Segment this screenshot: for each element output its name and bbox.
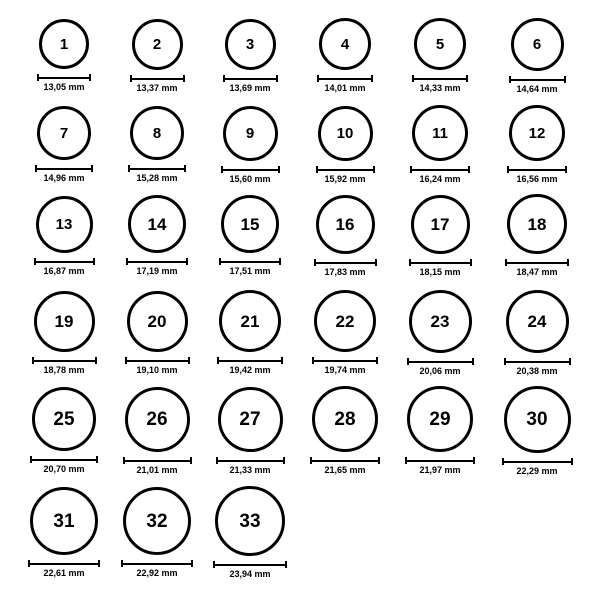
- dimension-tick-left-icon: [126, 258, 128, 265]
- ring-size-label: 27: [239, 408, 261, 430]
- dimension-label: 21,33 mm: [229, 464, 271, 475]
- ring-size-label: 23: [430, 311, 450, 331]
- ring-size-label: 11: [432, 124, 448, 142]
- ring-circle: [221, 195, 279, 253]
- ring-size-cell: [19, 387, 109, 474]
- dimension-tick-right-icon: [371, 75, 373, 82]
- dimension-tick-right-icon: [468, 166, 470, 173]
- dimension-label: 16,56 mm: [516, 174, 558, 184]
- ring-dimension: [502, 458, 573, 476]
- dimension-bar-icon: [30, 456, 98, 463]
- dimension-bar-icon: [121, 560, 193, 567]
- dimension-tick-left-icon: [216, 457, 218, 464]
- ring-dimension: [125, 357, 190, 375]
- ring-size-cell: [395, 290, 485, 376]
- ring-size-cell: [112, 387, 202, 475]
- ring-size-label: 31: [53, 510, 75, 532]
- dimension-bar-icon: [28, 560, 100, 567]
- ring-dimension: [314, 259, 377, 277]
- ring-size-label: 9: [245, 124, 255, 142]
- ring-size-cell: [395, 386, 485, 475]
- dimension-label: 18,15 mm: [419, 266, 461, 277]
- dimension-tick-left-icon: [314, 259, 316, 266]
- dimension-tick-left-icon: [504, 358, 506, 365]
- dimension-label: 14,96 mm: [43, 173, 85, 183]
- dimension-tick-right-icon: [186, 258, 188, 265]
- ring-dimension: [121, 560, 193, 578]
- dimension-label: 22,92 mm: [136, 568, 178, 578]
- dimension-label: 15,92 mm: [324, 173, 366, 184]
- dimension-label: 18,78 mm: [43, 364, 85, 375]
- ring-size-label: 32: [146, 510, 168, 532]
- ring-circle: [316, 195, 375, 254]
- dimension-bar-icon: [216, 457, 285, 464]
- ring-circle: [506, 290, 569, 353]
- dimension-label: 13,69 mm: [229, 82, 271, 93]
- dimension-label: 22,29 mm: [516, 465, 558, 476]
- ring-dimension: [30, 456, 98, 474]
- dimension-bar-icon: [37, 74, 91, 81]
- ring-circle: [30, 487, 98, 555]
- dimension-label: 20,38 mm: [516, 365, 558, 376]
- ring-size-label: 3: [245, 35, 255, 53]
- dimension-tick-right-icon: [466, 75, 468, 82]
- dimension-tick-left-icon: [37, 74, 39, 81]
- ring-dimension: [130, 75, 185, 93]
- ring-size-label: 28: [334, 408, 356, 430]
- ring-dimension: [123, 457, 192, 475]
- ring-circle: [34, 291, 95, 352]
- dimension-label: 20,06 mm: [419, 365, 461, 376]
- dimension-tick-left-icon: [130, 75, 132, 82]
- ring-circle: [130, 106, 184, 160]
- ring-circle: [314, 290, 376, 352]
- dimension-tick-right-icon: [96, 456, 98, 463]
- dimension-bar-icon: [405, 457, 475, 464]
- ring-size-cell: [19, 106, 109, 183]
- ring-circle: [507, 194, 567, 254]
- dimension-tick-right-icon: [569, 358, 571, 365]
- ring-circle: [312, 386, 378, 452]
- ring-size-cell: [205, 486, 295, 579]
- dimension-label: 13,37 mm: [136, 82, 178, 93]
- dimension-tick-right-icon: [188, 357, 190, 364]
- ring-dimension: [312, 357, 378, 375]
- dimension-bar-icon: [502, 458, 573, 465]
- dimension-tick-left-icon: [28, 560, 30, 567]
- dimension-tick-left-icon: [409, 259, 411, 266]
- dimension-tick-left-icon: [405, 457, 407, 464]
- dimension-bar-icon: [125, 357, 190, 364]
- ring-dimension: [407, 358, 474, 376]
- dimension-label: 15,60 mm: [229, 173, 271, 184]
- ring-size-cell: [300, 195, 390, 277]
- dimension-bar-icon: [316, 166, 375, 173]
- ring-dimension: [34, 258, 95, 276]
- ring-dimension: [509, 76, 566, 94]
- dimension-label: 19,42 mm: [229, 365, 271, 375]
- dimension-bar-icon: [34, 258, 95, 265]
- ring-circle: [414, 18, 466, 70]
- dimension-bar-icon: [35, 165, 93, 172]
- ring-dimension: [28, 560, 100, 578]
- dimension-tick-right-icon: [283, 457, 285, 464]
- dimension-tick-left-icon: [32, 357, 34, 364]
- dimension-bar-icon: [412, 75, 468, 82]
- ring-size-cell: [205, 387, 295, 475]
- dimension-tick-left-icon: [121, 560, 123, 567]
- dimension-label: 14,64 mm: [516, 83, 558, 94]
- ring-dimension: [37, 74, 91, 92]
- ring-dimension: [221, 166, 280, 184]
- ring-size-label: 25: [53, 408, 75, 430]
- ring-size-cell: [112, 195, 202, 276]
- ring-size-cell: [19, 19, 109, 92]
- ring-size-cell: [395, 195, 485, 277]
- dimension-label: 13,05 mm: [43, 82, 85, 92]
- dimension-bar-icon: [213, 561, 287, 568]
- ring-dimension: [317, 75, 373, 93]
- dimension-tick-right-icon: [564, 76, 566, 83]
- ring-size-cell: [19, 487, 109, 578]
- ring-dimension: [310, 457, 380, 475]
- dimension-label: 17,51 mm: [229, 266, 271, 276]
- ring-circle: [127, 291, 188, 352]
- dimension-tick-left-icon: [407, 358, 409, 365]
- dimension-bar-icon: [507, 166, 567, 173]
- dimension-bar-icon: [219, 258, 281, 265]
- dimension-tick-left-icon: [316, 166, 318, 173]
- dimension-tick-right-icon: [190, 457, 192, 464]
- ring-size-label: 15: [240, 214, 260, 234]
- ring-size-label: 20: [147, 311, 167, 331]
- dimension-tick-left-icon: [502, 458, 504, 465]
- ring-size-label: 16: [335, 214, 355, 234]
- dimension-tick-left-icon: [128, 165, 130, 172]
- dimension-bar-icon: [128, 165, 186, 172]
- ring-dimension: [316, 166, 375, 184]
- dimension-label: 19,74 mm: [324, 365, 366, 375]
- ring-size-cell: [112, 106, 202, 183]
- dimension-tick-right-icon: [285, 561, 287, 568]
- ring-dimension: [505, 259, 569, 277]
- dimension-tick-right-icon: [376, 357, 378, 364]
- ring-dimension: [216, 457, 285, 475]
- ring-size-cell: [395, 18, 485, 93]
- dimension-label: 15,28 mm: [136, 173, 178, 183]
- dimension-label: 17,19 mm: [136, 266, 178, 276]
- dimension-tick-left-icon: [223, 75, 225, 82]
- dimension-tick-right-icon: [276, 75, 278, 82]
- ring-circle: [36, 196, 93, 253]
- ring-size-label: 12: [528, 124, 546, 142]
- ring-size-label: 22: [335, 311, 355, 331]
- ring-size-cell: [112, 19, 202, 93]
- ring-circle: [125, 387, 190, 452]
- ring-dimension: [35, 165, 93, 183]
- ring-size-cell: [19, 196, 109, 276]
- dimension-bar-icon: [217, 357, 283, 364]
- ring-size-cell: [492, 386, 582, 476]
- ring-size-cell: [492, 194, 582, 277]
- ring-size-cell: [112, 291, 202, 375]
- dimension-bar-icon: [409, 259, 472, 266]
- ring-dimension: [410, 166, 470, 184]
- dimension-tick-left-icon: [213, 561, 215, 568]
- ring-circle: [225, 19, 276, 70]
- dimension-tick-right-icon: [278, 166, 280, 173]
- ring-size-cell: [492, 18, 582, 94]
- dimension-bar-icon: [223, 75, 278, 82]
- ring-circle: [37, 106, 91, 160]
- ring-size-label: 7: [59, 124, 69, 142]
- ring-circle: [318, 106, 373, 161]
- dimension-tick-left-icon: [221, 166, 223, 173]
- ring-circle: [32, 387, 96, 451]
- dimension-bar-icon: [310, 457, 380, 464]
- dimension-tick-left-icon: [507, 166, 509, 173]
- ring-dimension: [504, 358, 571, 376]
- dimension-tick-right-icon: [567, 259, 569, 266]
- ring-size-label: 5: [435, 35, 445, 53]
- dimension-label: 18,47 mm: [516, 267, 558, 277]
- ring-dimension: [412, 75, 468, 93]
- dimension-tick-right-icon: [565, 166, 567, 173]
- dimension-label: 23,94 mm: [229, 569, 271, 579]
- dimension-bar-icon: [312, 357, 378, 364]
- dimension-tick-left-icon: [509, 76, 511, 83]
- ring-size-label: 17: [430, 214, 450, 234]
- dimension-tick-right-icon: [95, 357, 97, 364]
- dimension-bar-icon: [221, 166, 280, 173]
- dimension-label: 20,70 mm: [43, 464, 85, 474]
- ring-size-cell: [205, 290, 295, 375]
- dimension-label: 14,33 mm: [419, 83, 461, 93]
- dimension-tick-right-icon: [378, 457, 380, 464]
- dimension-label: 21,65 mm: [324, 465, 366, 475]
- ring-circle: [223, 106, 278, 161]
- dimension-tick-left-icon: [310, 457, 312, 464]
- dimension-tick-right-icon: [373, 166, 375, 173]
- dimension-bar-icon: [509, 76, 566, 83]
- ring-size-label: 10: [336, 124, 354, 142]
- dimension-tick-right-icon: [470, 259, 472, 266]
- ring-circle: [123, 487, 191, 555]
- ring-dimension: [223, 75, 278, 93]
- dimension-tick-right-icon: [279, 258, 281, 265]
- ring-size-label: 24: [527, 311, 547, 331]
- dimension-tick-right-icon: [91, 165, 93, 172]
- ring-size-cell: [300, 106, 390, 184]
- ring-size-label: 13: [55, 215, 73, 233]
- dimension-tick-right-icon: [571, 458, 573, 465]
- dimension-label: 16,87 mm: [43, 265, 85, 276]
- ring-circle: [511, 18, 564, 71]
- ring-circle: [509, 105, 565, 161]
- ring-circle: [219, 290, 281, 352]
- ring-dimension: [217, 357, 283, 375]
- ring-circle: [215, 486, 285, 556]
- ring-size-cell: [300, 386, 390, 475]
- dimension-tick-left-icon: [505, 259, 507, 266]
- dimension-tick-left-icon: [312, 357, 314, 364]
- dimension-tick-left-icon: [217, 357, 219, 364]
- dimension-bar-icon: [130, 75, 185, 82]
- dimension-bar-icon: [407, 358, 474, 365]
- dimension-tick-left-icon: [219, 258, 221, 265]
- dimension-tick-left-icon: [35, 165, 37, 172]
- dimension-bar-icon: [504, 358, 571, 365]
- ring-size-cell: [492, 290, 582, 376]
- ring-size-label: 18: [527, 214, 547, 234]
- ring-size-cell: [300, 290, 390, 375]
- ring-size-cell: [112, 487, 202, 578]
- ring-dimension: [126, 258, 188, 276]
- dimension-tick-right-icon: [191, 560, 193, 567]
- dimension-tick-left-icon: [412, 75, 414, 82]
- ring-size-label: 19: [54, 311, 74, 331]
- dimension-tick-right-icon: [93, 258, 95, 265]
- dimension-bar-icon: [505, 259, 569, 266]
- dimension-label: 16,24 mm: [419, 174, 461, 184]
- dimension-label: 14,01 mm: [324, 83, 366, 93]
- ring-circle: [132, 19, 183, 70]
- ring-size-label: 30: [526, 408, 548, 430]
- ring-size-label: 4: [340, 35, 350, 53]
- ring-size-label: 33: [239, 510, 261, 532]
- ring-circle: [409, 290, 472, 353]
- dimension-tick-left-icon: [34, 258, 36, 265]
- ring-size-cell: [300, 18, 390, 93]
- ring-circle: [128, 195, 186, 253]
- dimension-label: 21,01 mm: [136, 464, 178, 475]
- ring-size-label: 14: [147, 214, 167, 234]
- ring-size-label: 6: [532, 35, 542, 53]
- ring-circle: [504, 386, 571, 453]
- ring-size-label: 8: [152, 124, 162, 142]
- dimension-bar-icon: [317, 75, 373, 82]
- dimension-bar-icon: [314, 259, 377, 266]
- dimension-label: 22,61 mm: [43, 568, 85, 578]
- dimension-tick-left-icon: [30, 456, 32, 463]
- dimension-tick-right-icon: [473, 457, 475, 464]
- dimension-label: 21,97 mm: [419, 465, 461, 475]
- dimension-tick-right-icon: [183, 75, 185, 82]
- ring-dimension: [507, 166, 567, 184]
- ring-size-cell: [205, 106, 295, 184]
- ring-circle: [218, 387, 283, 452]
- dimension-tick-left-icon: [125, 357, 127, 364]
- dimension-tick-right-icon: [472, 358, 474, 365]
- dimension-bar-icon: [410, 166, 470, 173]
- ring-size-cell: [205, 19, 295, 93]
- ring-size-cell: [205, 195, 295, 276]
- dimension-tick-left-icon: [410, 166, 412, 173]
- ring-size-cell: [19, 291, 109, 375]
- ring-size-label: 2: [152, 35, 162, 53]
- dimension-tick-right-icon: [281, 357, 283, 364]
- ring-circle: [411, 195, 470, 254]
- ring-size-label: 21: [240, 311, 260, 331]
- dimension-bar-icon: [123, 457, 192, 464]
- ring-size-label: 26: [146, 408, 168, 430]
- ring-size-cell: [395, 105, 485, 184]
- ring-dimension: [128, 165, 186, 183]
- dimension-tick-left-icon: [317, 75, 319, 82]
- dimension-bar-icon: [126, 258, 188, 265]
- ring-circle: [412, 105, 468, 161]
- ring-circle: [319, 18, 371, 70]
- ring-dimension: [405, 457, 475, 475]
- dimension-tick-left-icon: [123, 457, 125, 464]
- ring-size-label: 29: [429, 408, 451, 430]
- dimension-label: 19,10 mm: [136, 364, 178, 375]
- ring-circle: [407, 386, 473, 452]
- ring-circle: [39, 19, 89, 69]
- ring-size-cell: [492, 105, 582, 184]
- dimension-bar-icon: [32, 357, 97, 364]
- dimension-label: 17,83 mm: [324, 266, 366, 277]
- ring-dimension: [213, 561, 287, 579]
- dimension-tick-right-icon: [98, 560, 100, 567]
- ring-size-label: 1: [59, 35, 69, 53]
- ring-dimension: [219, 258, 281, 276]
- dimension-tick-right-icon: [184, 165, 186, 172]
- dimension-tick-right-icon: [375, 259, 377, 266]
- dimension-tick-right-icon: [89, 74, 91, 81]
- ring-dimension: [409, 259, 472, 277]
- ring-dimension: [32, 357, 97, 375]
